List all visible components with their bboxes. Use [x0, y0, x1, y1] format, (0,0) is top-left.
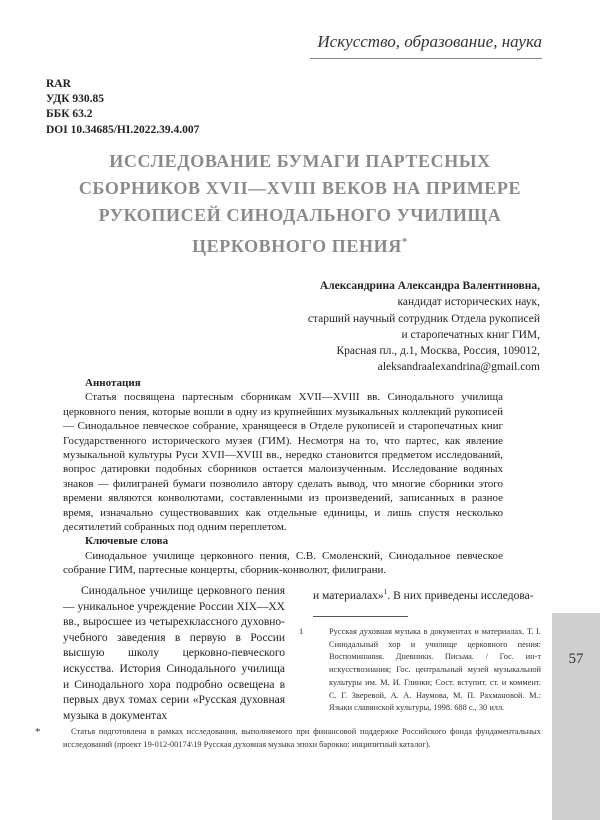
doi[interactable]: DOI 10.34685/HI.2022.39.4.007 [46, 123, 200, 136]
footnote-rule [313, 616, 408, 617]
page-number-tab [552, 613, 600, 820]
abstract-block [63, 376, 503, 578]
footnote-star-text: Статья подготовлена в рамках исследования, выполняемого при финансовой поддержке Российского фонда фундаментальных исследований (проект 19-012-00174\19 Русская духовная музыка эпохи барокко: инципитный каталог). [63, 727, 541, 749]
body-column-right [313, 584, 535, 604]
footnote-star [35, 726, 541, 751]
title-text: ИССЛЕДОВАНИЕ БУМАГИ ПАРТЕСНЫХ СБОРНИКОВ XVII—XVIII ВЕКОВ НА ПРИМЕРЕ РУКОПИСЕЙ СИНОДАЛЬНОГО УЧИЛИЩА ЦЕРКОВНОГО ПЕНИЯ [78, 151, 522, 256]
article-meta [46, 77, 199, 138]
keywords-text: Синодальное училище церковного пения, С.В. Смоленский, Синодальное певческое собрание ГИМ, партесные концерты, сборник-конволют, филиграни. [63, 549, 503, 577]
abstract-heading: Аннотация [85, 377, 141, 389]
title-footnote-marker[interactable]: * [401, 236, 408, 248]
author-degree: кандидат исторических наук, [397, 296, 540, 309]
footnote-1-text: Русская духовная музыка в документах и материалах. Т. I. Синодальный хор и училище церковного пения: Воспоминания. Дневники. Письма. / Гос. ин-т искусствознания; Гос. центральный музей музыкальной культуры им. М. И. Глинки; Сост. вступит. ст. и коммент. С. Г. Зверевой, А. А. Наумова, М. П. Рахмановой. М.: Языки славянской культуры, 1998. 688 с., 30 илл. [329, 627, 541, 713]
body-column-left: Синодальное училище церковного пения — уникальное учреждение России XIX—XX вв., выросшее из четырехклассного духовно-учебного заведения в первую в России высшую школу церковно-певческого искусства. История Синодального училища и Синодального хора подробно освещена в первых двух томах серии «Русская духовная музыка в документах [63, 585, 285, 722]
page-number: 57 [568, 651, 584, 667]
rar-code: RAR [46, 78, 71, 90]
author-address: Красная пл., д.1, Москва, Россия, 109012, [336, 345, 540, 358]
author-name: Александрина Александра Валентиновна, [319, 280, 540, 292]
udk-code: УДК 930.85 [46, 93, 105, 106]
author-email[interactable]: aleksandraalexandrina@gmail.com [377, 361, 540, 374]
running-head: Искусство, образование, наука [317, 32, 542, 51]
footnote-star-marker: * [35, 726, 41, 738]
article-title [70, 148, 530, 260]
abstract-text: Статья посвящена партесным сборникам XVII—XVIII вв. Синодального училища церковного пения, которые вошли в одну из крупнейших музыкальных коллекций рукописей — Синодальное певческое собрание, хранящееся в Отделе рукописей и старопечатных книг Государственного исторического музея (ГИМ). Несмотря на то, что партес, как явление музыкальной культуры Руси XVII—XVIII вв., нередко становится предметом исследований, вопрос датировки подобных сборников остается малоизученным. Исследование водяных знаков — филиграней бумаги позволило автору сделать вывод, что многие сборники этого времени являются конволютами, составленными из произведений, записанных в разное время, изначально существовавших как отдельные единицы, и лишь спустя несколько десятилетий собранных под одним переплетом. [63, 391, 503, 534]
footnote-1-number: 1 [299, 627, 304, 636]
footnote-ref-1[interactable]: 1 [383, 587, 388, 596]
author-block [308, 278, 540, 376]
keywords-heading: Ключевые слова [85, 535, 169, 548]
author-position-2: и старопечатных книг ГИМ, [401, 328, 540, 341]
author-position-1: старший научный сотрудник Отдела рукописей [307, 312, 540, 325]
header-rule [310, 58, 542, 59]
body-right-tail: . В них приведены исследова- [387, 589, 534, 602]
footnote-1 [299, 626, 541, 715]
bbk-code: ББК 63.2 [46, 108, 93, 121]
body-right-text: и материалах» [313, 589, 384, 602]
